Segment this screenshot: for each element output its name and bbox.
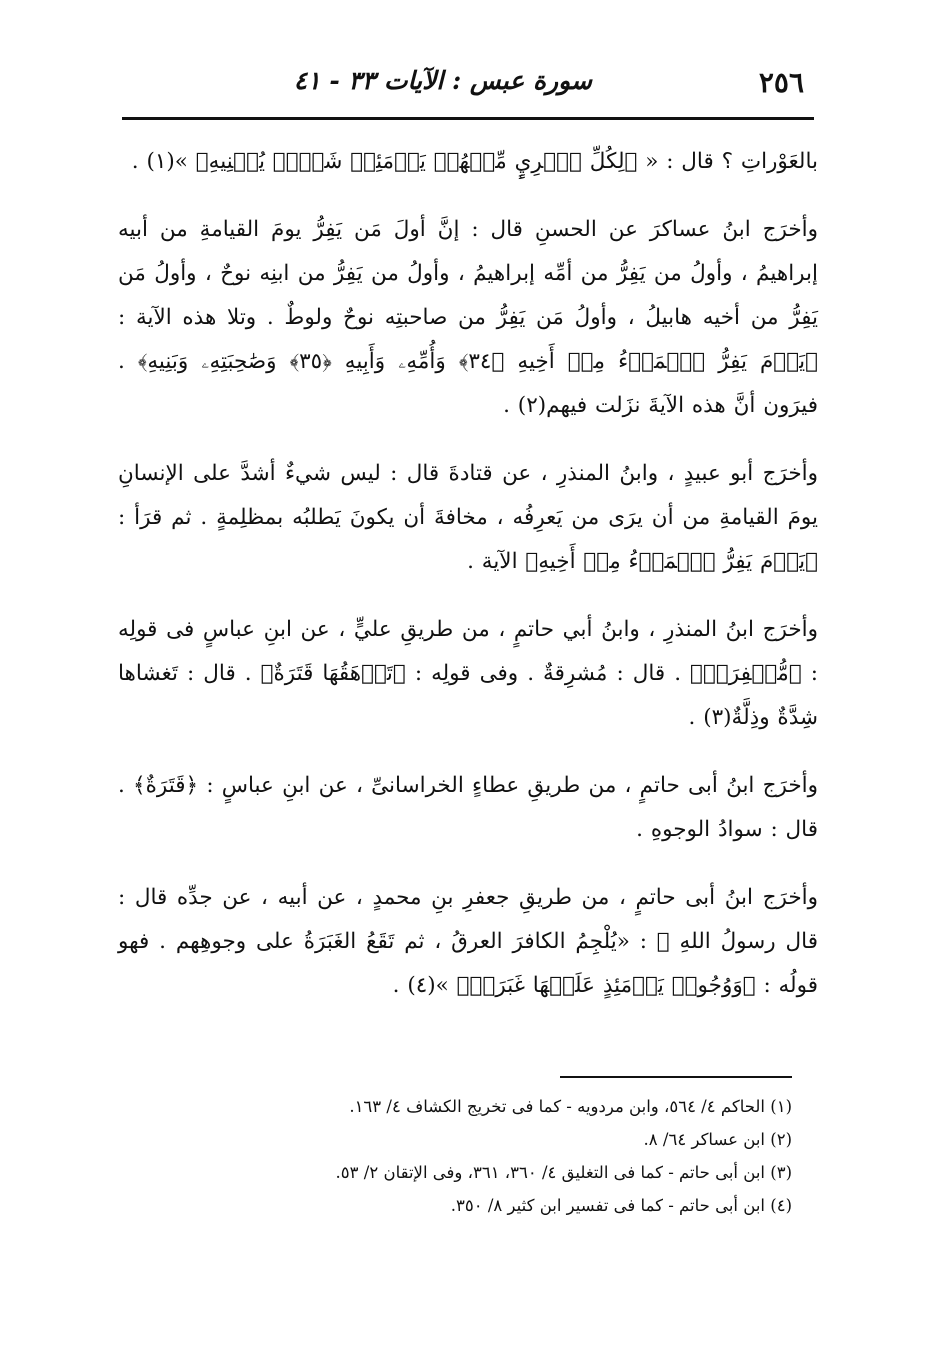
paragraph: بالعَوْراتِ ؟ قال : « ﴿لِكُلِّ ٱمۡرِيٍٕ مِّنۡهُمۡ يَوۡمَئِذٖ شَأۡنٞ يُغۡنِيهِ﴾ »(١) . [131, 149, 818, 174]
footnote: (٤) ابن أبى حاتم - كما فى تفسير ابن كثير ٨/ ٣٥٠. [450, 1196, 792, 1215]
page-header [122, 66, 814, 106]
paragraph: وأخرَج ابنُ المنذرِ ، وابنُ أبي حاتمٍ ، من طريقِ عليٍّ ، عن ابنِ عباسٍ فى قولِه : ﴿مُّسۡفِرَةٞ﴾ . قال : مُشرِقةٌ . وفى قولِه : ﴿تَرۡهَقُهَا قَتَرَةٌ﴾ . قال : تَغشاها شِدَّةٌ وذِلَّةٌ(٣) . [118, 617, 818, 730]
footnotes [150, 1090, 792, 1222]
main-text [118, 140, 818, 1032]
paragraph: وأخرَج ابنُ أبى حاتمٍ ، من طريقِ جعفرِ بنِ محمدٍ ، عن أبيه ، عن جدِّه قال : قال رسولُ اللهِ ﷺ : «يُلْجِمُ الكافرَ العرقُ ، ثم تَقَعُ الغَبَرَةُ على وجوهِهم . فهو قولُه : ﴿وَوُجُوهٞ يَوۡمَئِذٍ عَلَيۡهَا غَبَرَةٞ﴾ »(٤) . [118, 885, 818, 998]
paragraph: وأخرَج أبو عبيدٍ ، وابنُ المنذرِ ، عن قتادةَ قال : ليس شيءٌ أشدَّ على الإنسانِ يومَ القيامةِ من أن يرَى من يَعرِفُه ، مخافةَ أن يكونَ يَطلبُه بمظلِمةٍ . ثم قرَأ : ﴿يَوۡمَ يَفِرُّ ٱلۡمَرۡءُ مِنۡ أَخِيهِ﴾ الآية . [118, 461, 818, 574]
paragraph: وأخرَج ابنُ أبى حاتمٍ ، من طريقِ عطاءٍ الخراسانىِّ ، عن ابنِ عباسٍ : ﴿قَتَرَةٌ﴾ . قال : سوادُ الوجوهِ . [118, 773, 818, 842]
running-title: سورة عبس : الآيات ٣٣ - ٤١ [293, 66, 592, 95]
footnote-rule [560, 1076, 792, 1078]
page-number: ٢٥٦ [758, 66, 804, 99]
footnote: (٢) ابن عساكر ٦٤/ ٨. [643, 1130, 792, 1149]
footnote: (٣) ابن أبى حاتم - كما فى التغليق ٤/ ٣٦٠، ٣٦١، وفى الإتقان ٢/ ٥٣. [335, 1163, 792, 1182]
footnote: (١) الحاكم ٤/ ٥٦٤، وابن مردويه - كما فى تخريج الكشاف ٤/ ١٦٣. [349, 1097, 792, 1116]
header-rule [122, 117, 814, 120]
paragraph: وأخرَج ابنُ عساكرَ عن الحسنِ قال : إنَّ أولَ مَن يَفِرُّ يومَ القيامةِ من أبيه إبراهيمُ ، وأولُ من يَفِرُّ من أمِّه إبراهيمُ ، وأولُ من يَفِرُّ من ابنِه نوحٌ ، وأولُ مَن يَفِرُّ من أخيه هابيلُ ، وأولُ مَن يَفِرُّ من صاحبتِه نوحٌ ولوطٌ . وتلا هذه الآية : ﴿يَوۡمَ يَفِرُّ ٱلۡمَرۡءُ مِنۡ أَخِيهِ ﴿٣٤﴾ وَأُمِّهِۦ وَأَبِيهِ ﴿٣٥﴾ وَصَٰحِبَتِهِۦ وَبَنِيهِ﴾ . فيرَون أنَّ هذه الآيةَ نزَلت فيهم(٢) . [118, 217, 819, 418]
